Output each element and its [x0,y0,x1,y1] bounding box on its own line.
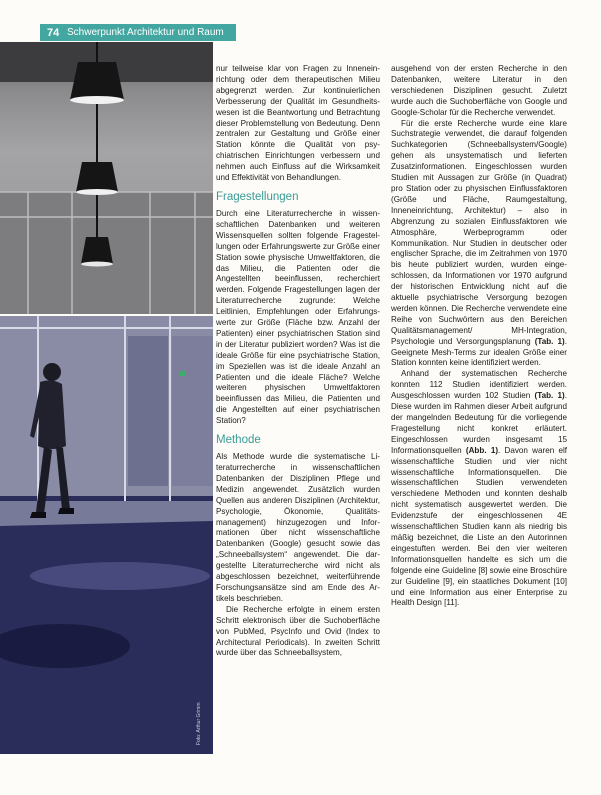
heading-methode: Methode [216,434,261,447]
paragraph-3 [391,369,567,609]
paragraph-recherche: Die Recherche erfolgte in einem ersten Schritt elektronisch über die Suchoberfläche von PubMed, PsycInfo und Ovid (Index to Architectural Periodicals). In zweiten Schritt wurde über das Schneeballsystem, [216,604,380,658]
corridor-illustration [0,316,213,754]
paragraph-intro: nur teilweise klar von Fragen zu Inneneinrichtung oder dem therapeutischen Milieu abgegrenzt werden. Zur kontinuierlichen Verbesserung der Qualität im Gesundheitswesen ist die Beantwortung und Betrachtung dieser Problemstellung von Bedeutung. Denn zentralen zur Gestaltung und Größe einer Station könnte die Qualität von psychiatrischen Einrichtungen verbessern und nehmen auch Einfluss auf die Wirksamkeit und Effektivität von Behandlungen. [216,64,380,183]
page-header [40,24,236,41]
lamps-photo [0,42,213,314]
heading-fragestellungen: Fragestellungen [216,190,299,203]
table-reference: (Tab. 1) [534,336,565,346]
table-reference: (Tab. 1) [534,391,565,401]
paragraph-2-text: Für die erste Recherche wurde eine klare Suchstrategie verwendet, die darauf folgenden Suchkategorien (Schneeballsystem/Google) gehen als unsystematisch und lieferten Zusatzinformationen. Eingeschlossen wurden Studien mit Aussagen zur Größe (in Quadrat) pro Station oder zu physischen Einflussfaktoren (Größe und Fläche, Raumgestaltung, Inneneinrichtung, Architektur) – also in Abgrenzung zu sozialen Einflussfaktoren wie Atmosphäre, Werbeprogramm oder Kommunikation. Nur Studien in deutscher oder englischer Sprache, die im Zeitrahmen von 1970 bis heute publiziert wurden, wurden eingeschlossen, da Informationen vor 1970 aufgrund der historischen Entwicklung nicht auf die aktuelle psychiatrische Versorgung bezogen werden können. Die Recherche verwendete eine Reihe von Suchwörtern aus den Bereichen Qualitätsmanagement/ MH-Integration, Psychologie und Versorgungsplanung [391,118,567,346]
photo-credit [196,702,204,745]
paragraph-methode: Als Methode wurde die systematische Literaturrecherche in wissenschaftlichen Datenbanken der Disziplinen Pflege und Medizin angewendet. Zusätzlich wurden Quellen aus anderen Disziplinen (Architektur, Psychologie, Ökonomie, Qualitätsmanagement) hinzugezogen und Informationen über nicht wissenschaftliche Datenbanken (Google) gesucht sowie das „Schneeballsystem“ angewendet. Die dargestellte Literaturrecherche wird nicht als abgeschlossen bezeichnet, weiterführende Forschungsansätze sind am Ende des Artikels beschrieben. [216,452,380,603]
paragraph-3-text-a: Anhand der systematischen Recherche konnten 112 Studien identifiziert werden. Ausgeschlossen wurden 102 Studien [391,369,567,401]
lamps-illustration [0,42,213,314]
paragraph-fragestellungen: Durch eine Literaturrecherche in wissenschaftlichen Datenbanken und weiteren Wissensquellen sollten folgende Fragestellungen oder Erfahrungswerte zur Größe einer Station sowie physische Umweltfaktoren, die das Milieu, die Patienten oder die Angestellten beeinflussen, recherchiert werden. Folgende Fragestellungen lagen der Literaturrecherche zugrunde: Welche Leitlinien, Empfehlungen oder Erfahrungswerte zur Größe (Fläche bzw. Anzahl der Patienten) einer psychiatrischen Station sind in der Literatur publiziert worden? Was ist die ideale Größe für eine psychiatrische Station, im Speziellen was ist die ideale Anzahl an Patienten und die ideale Fläche? Welche weiteren physischen Umweltfaktoren beeinflussen das Milieu, die Patienten und die Angestellten auf einer psychiatrischen Station? [216,208,380,426]
photo-credit-text: Foto: Arthur Grimm [196,702,202,745]
paragraph-1: ausgehend von der ersten Recherche in den Datenbanken, weitere Literatur in den verschiedenen Disziplinen gesucht. Zuletzt wurde auch die Suchoberfläche von Google und Google-Scholar für die Recherche verwendet. [391,64,567,117]
paragraph-3-text-b: . Diese wurden im Rahmen dieser Arbeit aufgrund der mangelnden Bedeutung für die vorliegende Fragestellung nicht konkret erläutert. Eingeschlossen wurden insgesamt 15 Informationsquellen [391,391,567,455]
text-column-2 [391,64,567,609]
paragraph-2 [391,119,567,370]
page-number: 74 [47,26,60,39]
figure-reference: (Abb. 1) [465,445,499,455]
text-column-1 [216,64,380,659]
section-title: Schwerpunkt Architektur und Raum [67,27,224,38]
paragraph-2-end: . Geeignete Mesh-Terms zur idealen Größe einer Station konnten keine identifiziert werden. [391,336,567,368]
corridor-photo [0,316,213,754]
paragraph-3-text-c: . Davon waren elf wissenschaftliche Studien und vier nicht wissenschaftliche Informationsquellen. Die wissenschaftlichen Studien verwendeten verschiedene Methoden und konnten deshalb nicht systematisch ausgewertet werden. Die Evidenzstufe der eingeschlossenen 4E wissenschaftlichen Studien kann als niedrig bis mäßig bezeichnet, die Liste an den Autorinnen eingestuften werden. Bei den vier weiteren Informationsquellen handelte es sich um die folgende eine Guideline [8] sowie eine Broschüre zur Guideline [9], ein staatliches Dokument [10] und eine Information aus einer Enterprise zu Health Design [11]. [391,445,567,608]
